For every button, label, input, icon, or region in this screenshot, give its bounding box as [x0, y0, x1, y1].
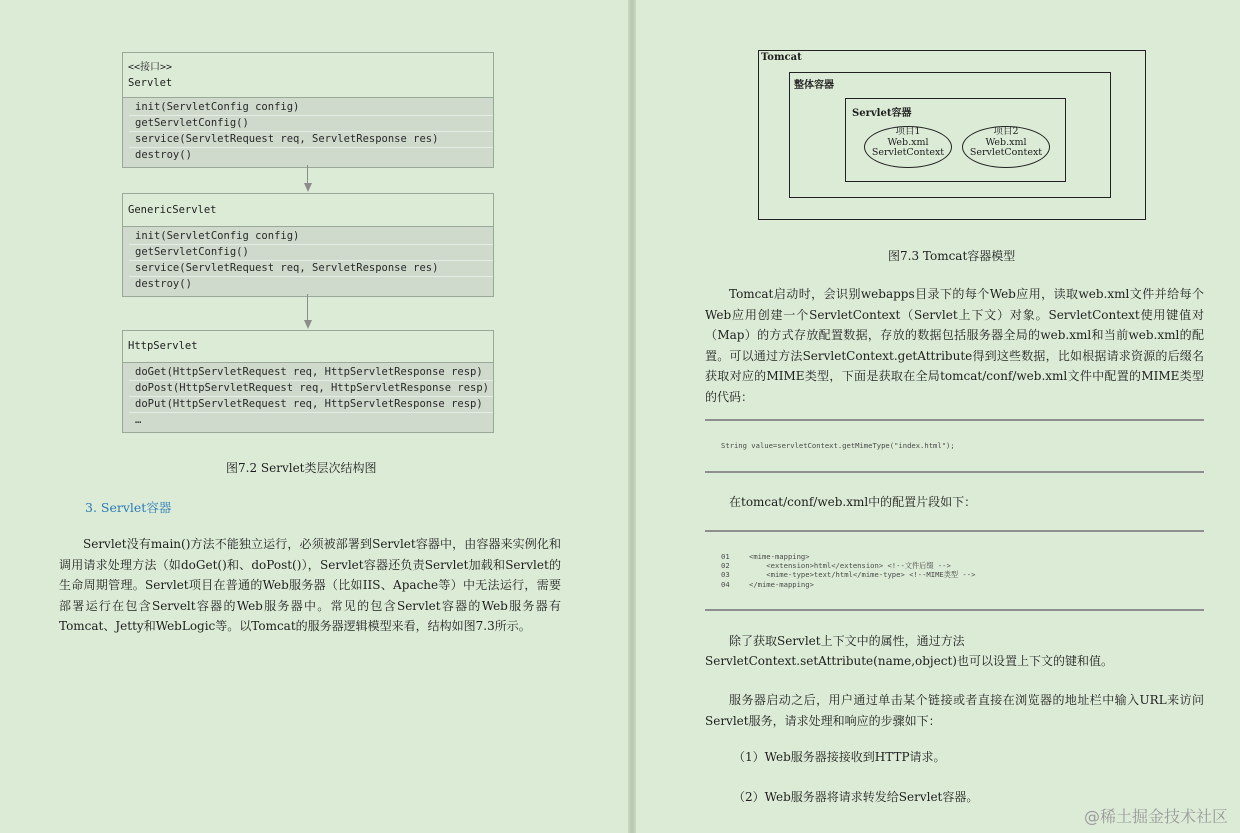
- uml-class-name: Servlet: [128, 77, 173, 89]
- uml-method: doGet(HttpServletRequest req, HttpServletResponse resp): [129, 365, 493, 381]
- line-number: 04: [721, 579, 730, 589]
- uml-method: …: [135, 414, 142, 426]
- code-line: [721, 552, 1204, 561]
- project-name: 项目1: [895, 126, 921, 137]
- uml-class-header: [123, 331, 493, 363]
- body-paragraph: Servlet没有main()方法不能独立运行，必须被部署到Servlet容器中，由容器来实例化和调用请求处理方法（如doGet()和、doPost()），Servlet容器还负责Servlet加载和Servlet的生命周期管理。Servlet项目在普通的Web服务器（比如IIS、Apache等）中无法运行，需要部署运行在包含Servelt容器的Web服务器中。常见的包含Servlet容器的Web服务器有Tomcat、Jetty和WebLogic等。以Tomcat的服务器逻辑模型来看，结构如图7.3所示。: [59, 537, 561, 634]
- body-paragraph: 在tomcat/conf/web.xml中的配置片段如下：: [729, 495, 977, 509]
- code-block: [705, 530, 1204, 611]
- inheritance-arrow: [305, 165, 311, 192]
- project-webxml: Web.xml: [985, 136, 1027, 148]
- code-text: </mime-mapping>: [749, 579, 814, 589]
- line-number: 03: [721, 570, 730, 580]
- uml-class-header: [123, 53, 493, 98]
- project-ellipse: [864, 126, 952, 168]
- tomcat-label: Tomcat: [761, 52, 802, 63]
- body-paragraph: 服务器启动之后，用户通过单击某个链接或者直接在浏览器的地址栏中输入URL来访问Servlet服务，请求处理和响应的步骤如下：: [705, 693, 1204, 728]
- uml-class-name: HttpServlet: [128, 340, 198, 352]
- uml-stereotype: <<接口>>: [128, 62, 173, 73]
- uml-class-header: [123, 194, 493, 227]
- body-paragraph: Tomcat启动时，会识别webapps目录下的每个Web应用，读取web.xml文件并给每个Web应用创建一个ServletContext（Servlet上下文）对象。ServletContext使用键值对（Map）的方式存放配置数据，存放的数据包括服务器全局的web.xml和当前web.xml的配置。可以通过方法ServletContext.getAttribute得到这些数据，比如根据请求资源的后缀名获取对应的MIME类型，下面是获取在全局tomcat/conf/web.xml文件中配置的MIME类型的代码：: [705, 287, 1204, 404]
- project-name: 项目2: [993, 126, 1019, 137]
- figure-caption: 图7.3 Tomcat容器模型: [888, 249, 1016, 263]
- code-text: <mime-mapping>: [749, 552, 810, 561]
- code-line: [721, 561, 1204, 570]
- project-webxml: Web.xml: [887, 136, 929, 148]
- body-paragraph: 除了获取Servlet上下文中的属性，通过方法: [729, 634, 965, 648]
- uml-method: init(ServletConfig config): [129, 100, 493, 116]
- code-line: String value=servletContext.getMimeType("index.html");: [721, 441, 955, 450]
- uml-method-list: [123, 227, 493, 296]
- code-text: <extension>html</extension> <!--文件后缀 -->: [749, 561, 951, 571]
- project-ellipse: [962, 126, 1050, 168]
- uml-class-servlet: [122, 52, 494, 168]
- uml-class-httpservlet: [122, 330, 494, 433]
- code-text: <mime-type>text/html</mime-type> <!--MIME类型 -->: [749, 570, 976, 580]
- uml-method: service(ServletRequest req, ServletResponse res): [129, 261, 493, 277]
- section-title: 3. Servlet容器: [85, 500, 172, 515]
- uml-method: service(ServletRequest req, ServletResponse res): [129, 132, 493, 148]
- code-block: [705, 419, 1204, 473]
- uml-method-list: [123, 98, 493, 167]
- figure-caption: 图7.2 Servlet类层次结构图: [226, 461, 377, 475]
- uml-class-genericservlet: [122, 193, 494, 297]
- book-spine: [628, 0, 636, 833]
- uml-method: destroy(): [135, 278, 192, 290]
- tomcat-container-box: [758, 50, 1146, 220]
- project-servletcontext: ServletContext: [871, 147, 945, 158]
- uml-method: init(ServletConfig config): [129, 229, 493, 245]
- body-paragraph: ServletContext.setAttribute(name,object)也可以设置上下文的键和值。: [705, 654, 1113, 668]
- uml-method: getServletConfig(): [129, 116, 493, 132]
- code-line: [721, 570, 1204, 579]
- uml-method: doPut(HttpServletRequest req, HttpServletResponse resp): [129, 397, 493, 413]
- uml-class-name: GenericServlet: [128, 204, 217, 216]
- line-number: 02: [721, 561, 730, 571]
- inheritance-arrow: [305, 294, 311, 329]
- uml-method-list: [123, 363, 493, 432]
- overall-container-label: 整体容器: [794, 80, 834, 91]
- uml-method: doPost(HttpServletRequest req, HttpServletResponse resp): [129, 381, 493, 397]
- watermark: @稀土掘金技术社区: [1083, 807, 1228, 826]
- code-line: [721, 580, 1204, 589]
- uml-method: getServletConfig(): [129, 245, 493, 261]
- servlet-container-box: [845, 98, 1066, 182]
- step-item: （1）Web服务器接接收到HTTP请求。: [733, 750, 946, 764]
- project-servletcontext: ServletContext: [969, 147, 1043, 158]
- step-item: （2）Web服务器将请求转发给Servlet容器。: [733, 790, 979, 804]
- overall-container-box: [789, 72, 1111, 198]
- line-number: 01: [721, 552, 730, 561]
- uml-method: destroy(): [135, 149, 192, 161]
- servlet-container-label: Servlet容器: [852, 108, 912, 119]
